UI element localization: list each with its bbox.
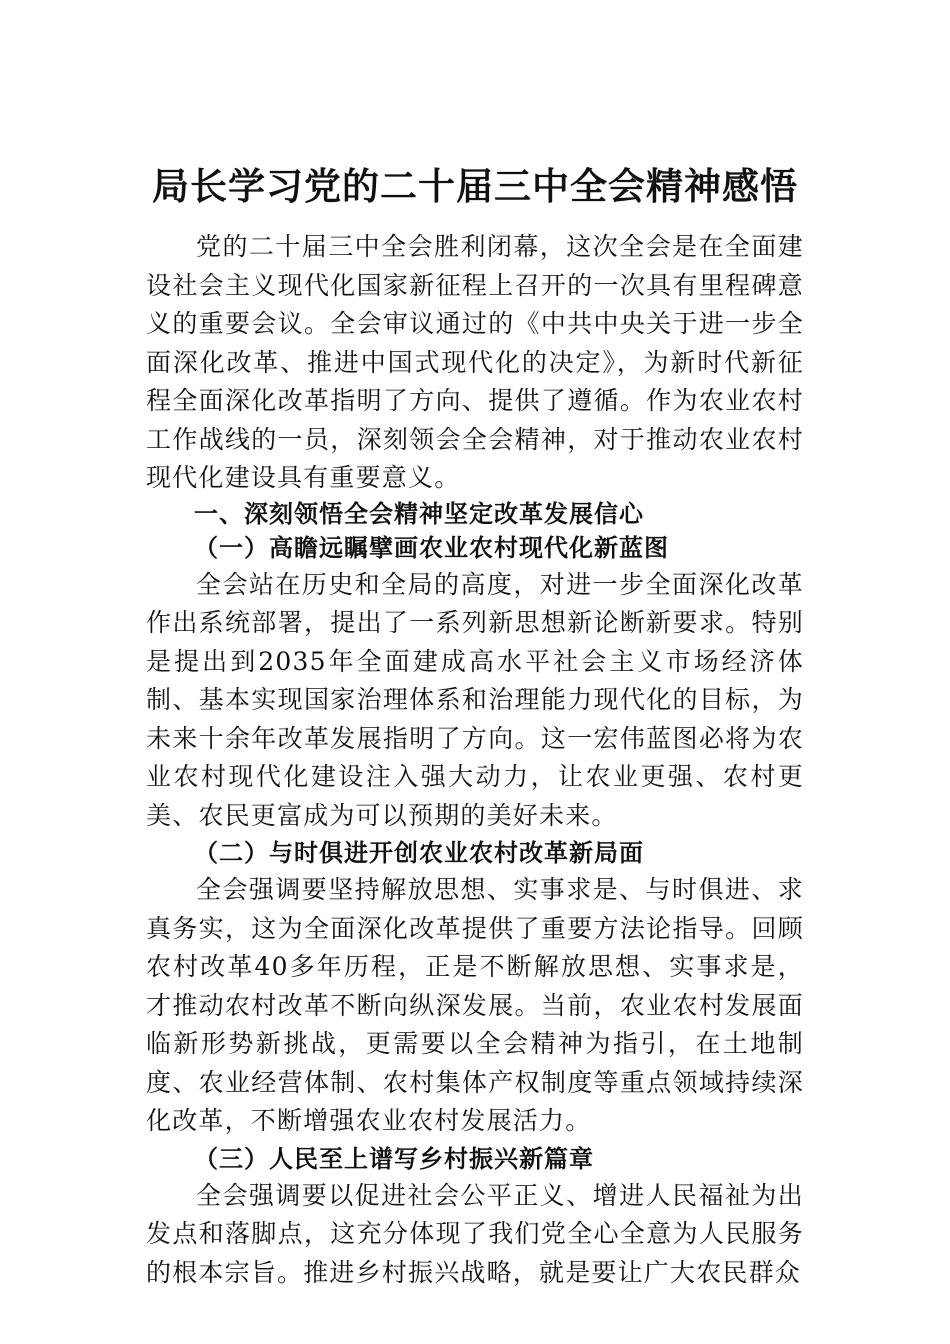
subsection-2-paragraph: 全会强调要坚持解放思想、实事求是、与时俱进、求真务实，这为全面深化改革提供了重要方法论指导。回顾农村改革40多年历程，正是不断解放思想、实事求是，才推动农村改革不断向纵深发展。当前，农业农村发展面临新形势新挑战，更需要以全会精神为指引，在土地制度、农业经营体制、农村集体产权制度等重点领域持续深化改革，不断增强农业农村发展活力。 (146, 875, 804, 1135)
subsection-2-heading: （二）与时俱进开创农业农村改革新局面 (194, 838, 644, 867)
subsection-1-paragraph: 全会站在历史和全局的高度，对进一步全面深化改革作出系统部署，提出了一系列新思想新论断新要求。特别是提出到2035年全面建成高水平社会主义市场经济体制、基本实现国家治理体系和治理能力现代化的目标，为未来十余年改革发展指明了方向。这一宏伟蓝图必将为农业农村现代化建设注入强大动力，让农业更强、农村更美、农民更富成为可以预期的美好未来。 (146, 569, 804, 830)
subsection-3-paragraph: 全会强调要以促进社会公平正义、增进人民福祉为出发点和落脚点，这充分体现了我们党全心全意为人民服务的根本宗旨。推进乡村振兴战略，就是要让广大农民群众 (146, 1180, 804, 1287)
subsection-1-heading: （一）高瞻远瞩擘画农业农村现代化新蓝图 (194, 532, 669, 562)
subsection-3-heading: （三）人民至上谱写乡村振兴新篇章 (194, 1143, 594, 1173)
section-1-heading: 一、深刻领悟全会精神坚定改革发展信心 (194, 499, 644, 528)
intro-paragraph: 党的二十届三中全会胜利闭幕，这次全会是在全面建设社会主义现代化国家新征程上召开的一次具有里程碑意义的重要会议。全会审议通过的《中共中央关于进一步全面深化改革、推进中国式现代化的决定》，为新时代新征程全面深化改革指明了方向、提供了遵循。作为农业农村工作战线的一员，深刻领会全会精神，对于推动农业农村现代化建设具有重要意义。 (146, 232, 804, 492)
document-title: 局长学习党的二十届三中全会精神感悟 (152, 164, 798, 208)
document-body (146, 228, 804, 1292)
